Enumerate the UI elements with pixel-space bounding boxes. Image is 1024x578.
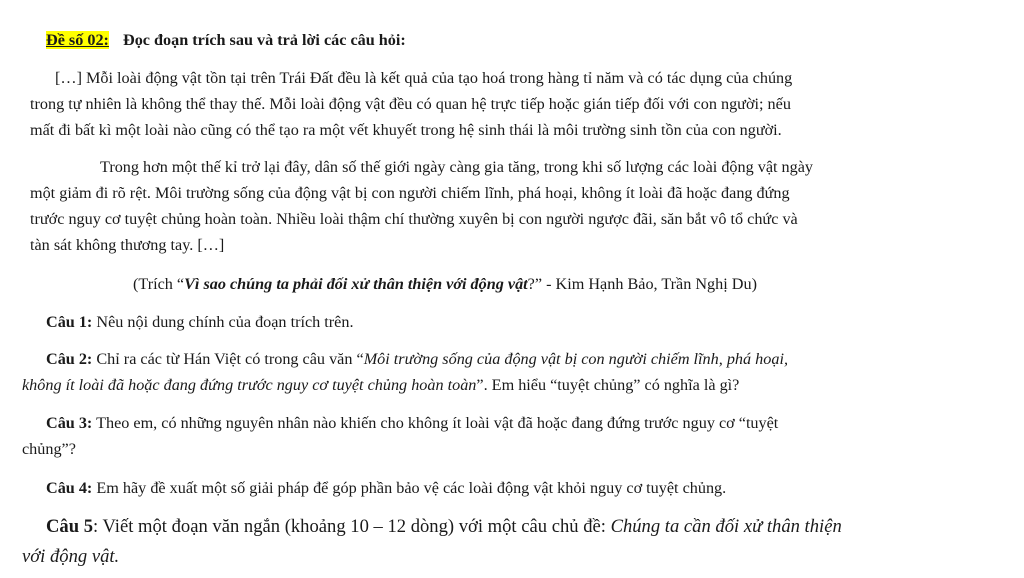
question-3-line1	[46, 413, 778, 433]
passage-p1-line3: mất đi bất kì một loài nào cũng có thể tạo ra một vết khuyết trong hệ sinh thái là môi trường sinh tồn của con người.	[30, 121, 782, 139]
question-2-text-b: ”. Em hiểu “tuyệt chủng” có nghĩa là gì?	[476, 376, 740, 394]
exam-instruction: Đọc đoạn trích sau và trả lời các câu hỏi:	[123, 31, 406, 49]
question-5-line1	[46, 515, 842, 539]
question-5-line2: với động vật.	[22, 546, 120, 567]
question-5-text: : Viết một đoạn văn ngắn (khoảng 10 – 12 dòng) với một câu chủ đề:	[93, 516, 611, 537]
question-5-label: Câu 5	[46, 516, 94, 537]
passage-p2-line3: trước nguy cơ tuyệt chủng hoàn toàn. Nhiều loài thậm chí thường xuyên bị con người ngược đãi, săn bắt vô tổ chức và	[30, 210, 798, 228]
question-1	[46, 312, 354, 332]
question-1-label: Câu 1:	[46, 313, 93, 331]
question-3-label: Câu 3:	[46, 414, 93, 432]
passage-p2-line1: Trong hơn một thế kỉ trở lại đây, dân số thế giới ngày càng gia tăng, trong khi số lượng các loài động vật ngày	[100, 158, 814, 176]
passage-p2-line2: một giảm đi rõ rệt. Môi trường sống của động vật bị con người chiếm lĩnh, phá hoại, không ít loài đã hoặc đang đứng	[30, 184, 790, 202]
question-2-text-a: Chỉ ra các từ Hán Việt có trong câu văn “	[92, 350, 364, 368]
question-4-text: Em hãy đề xuất một số giải pháp để góp phần bảo vệ các loài động vật khỏi nguy cơ tuyệt chủng.	[92, 479, 727, 497]
question-3-text-a: Theo em, có những nguyên nhân nào khiến cho không ít loài vật đã hoặc đang đứng trước nguy cơ “tuyệt	[92, 414, 779, 432]
question-4-label: Câu 4:	[46, 479, 93, 497]
question-5-topic-a: Chúng ta cần đối xử thân thiện	[610, 516, 842, 537]
source-prefix: (Trích “	[133, 275, 185, 293]
source-title: Vì sao chúng ta phải đối xử thân thiện với động vật	[184, 275, 528, 293]
question-4	[46, 478, 726, 498]
question-1-text: Nêu nội dung chính của đoạn trích trên.	[92, 313, 354, 331]
question-2-line1	[46, 349, 788, 369]
passage-p1-line2: trong tự nhiên là không thể thay thế. Mỗi loài động vật đều có quan hệ trực tiếp hoặc gián tiếp đối với con người; nếu	[30, 95, 791, 113]
passage-p2-line4: tàn sát không thương tay. […]	[30, 236, 225, 254]
question-3-line2: chủng”?	[22, 440, 76, 458]
source-suffix: ?” - Kim Hạnh Bảo, Trần Nghị Du)	[527, 275, 757, 293]
exam-header	[46, 30, 406, 50]
passage-source	[133, 274, 757, 294]
question-2-quote-b: không ít loài đã hoặc đang đứng trước nguy cơ tuyệt chủng hoàn toàn	[22, 376, 477, 394]
passage-p1-line1: […] Mỗi loài động vật tồn tại trên Trái Đất đều là kết quả của tạo hoá trong hàng tỉ năm và có tác dụng của chúng	[55, 69, 793, 87]
question-2-line2	[22, 375, 739, 395]
question-2-label: Câu 2:	[46, 350, 93, 368]
exam-label: Đề số 02:	[46, 31, 109, 49]
question-2-quote-a: Môi trường sống của động vật bị con người chiếm lĩnh, phá hoại,	[363, 350, 788, 368]
